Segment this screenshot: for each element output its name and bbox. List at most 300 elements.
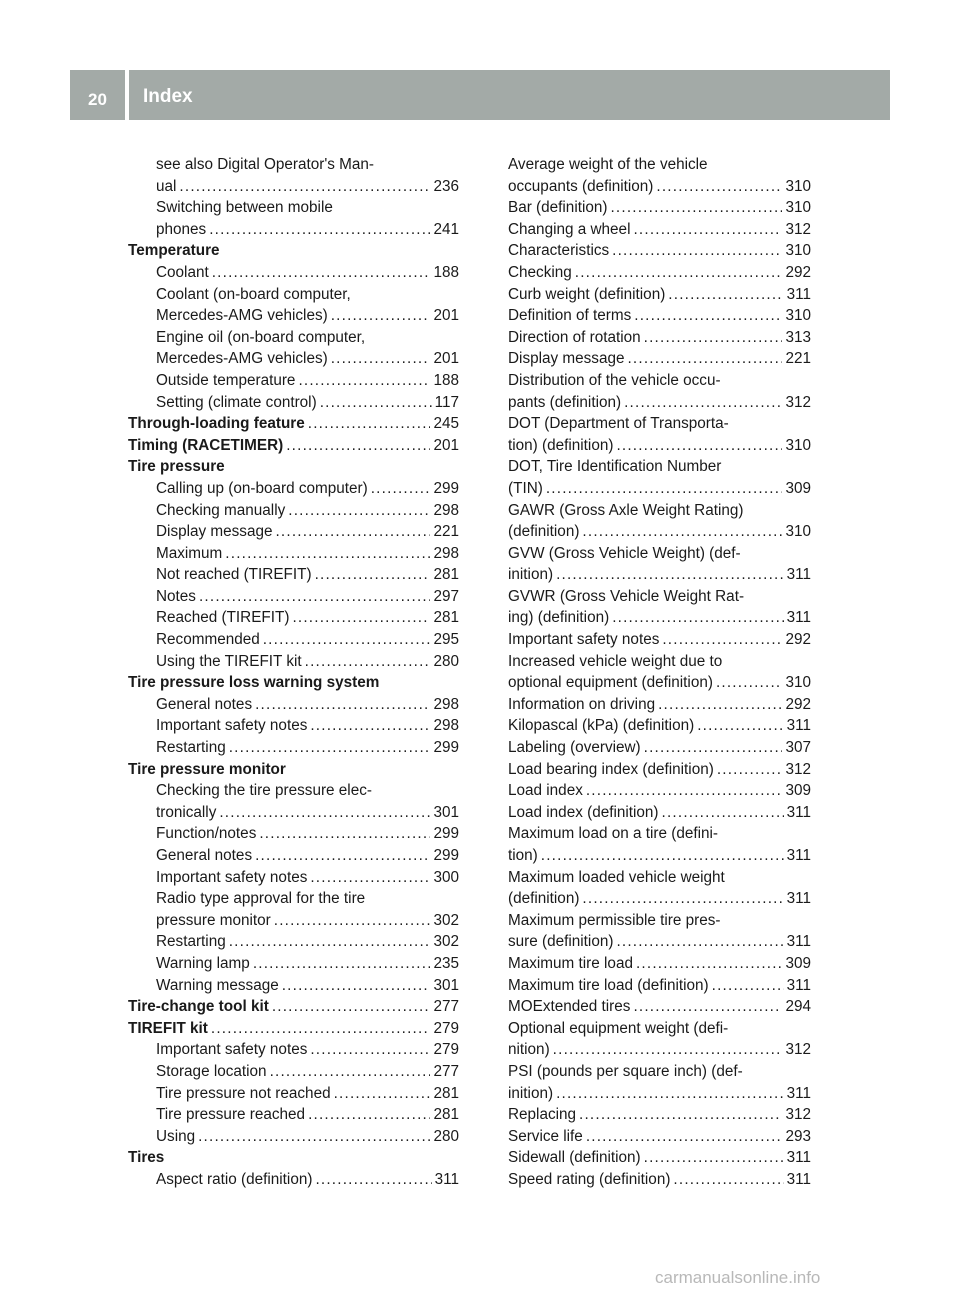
index-entry-page: 292 (785, 631, 811, 649)
index-entry-text: Checking (508, 263, 572, 281)
index-entry-text: tion) (definition) (508, 436, 614, 454)
dot-leader (212, 262, 431, 284)
dot-leader (644, 1147, 784, 1169)
dot-leader (656, 176, 782, 198)
index-entry-text: Labeling (overview) (508, 739, 641, 757)
index-entry-page: 311 (786, 803, 811, 821)
index-entry-text: Service life (508, 1127, 583, 1145)
index-entry (128, 305, 459, 327)
dot-leader (310, 1039, 430, 1061)
index-entry (508, 327, 811, 349)
index-entry (128, 1126, 459, 1148)
index-entry-text: Warning lamp (156, 954, 250, 972)
index-entry-text: inition) (508, 566, 554, 584)
index-entry-page: 280 (433, 652, 459, 670)
index-entry-page: 293 (785, 1127, 811, 1145)
index-entry-page: 310 (785, 242, 811, 260)
index-entry-page: 309 (785, 479, 811, 497)
index-entry (128, 435, 459, 457)
dot-leader (253, 953, 431, 975)
index-entry-text: General notes (156, 847, 253, 864)
index-entry (128, 910, 459, 932)
index-entry-text: Tire pressure monitor (128, 760, 286, 778)
index-entry (128, 240, 459, 262)
dot-leader (582, 521, 782, 543)
dot-leader (282, 975, 431, 997)
index-entry-page: 117 (434, 393, 459, 411)
dot-leader (275, 521, 430, 543)
dot-leader (633, 996, 782, 1018)
dot-leader (662, 629, 782, 651)
dot-leader (331, 348, 431, 370)
index-entry-text: Reached (TIREFIT) (156, 609, 290, 627)
index-entry (508, 802, 811, 824)
index-entry (508, 1083, 811, 1105)
index-entry-page: 299 (433, 825, 459, 843)
dot-leader (320, 392, 432, 414)
index-entry (128, 953, 459, 975)
index-entry (508, 629, 811, 651)
index-entry-page: 201 (433, 350, 459, 368)
dot-leader (315, 1169, 431, 1191)
index-entry-text: Changing a wheel (508, 220, 631, 238)
dot-leader (668, 284, 783, 306)
dot-leader (308, 413, 431, 435)
dot-leader (199, 586, 431, 608)
dot-leader (612, 607, 783, 629)
page-number: 20 (88, 90, 107, 109)
index-entry (508, 219, 811, 241)
index-entry (128, 586, 459, 608)
dot-leader (556, 1083, 784, 1105)
index-entry-page: 300 (433, 868, 459, 886)
index-entry-text: pressure monitor (156, 911, 271, 929)
dot-leader (644, 737, 783, 759)
dot-leader (219, 802, 430, 824)
dot-leader (624, 392, 782, 414)
index-entry (508, 284, 811, 306)
dot-leader (586, 780, 783, 802)
header-divider (125, 70, 129, 120)
dot-leader (553, 1039, 783, 1061)
index-entry-text: Distribution of the vehicle occu- (508, 371, 721, 389)
index-entry-page: 294 (785, 998, 811, 1016)
dot-leader (673, 1169, 783, 1191)
dot-leader (697, 715, 783, 737)
index-entry (508, 737, 811, 759)
index-entry (128, 392, 459, 414)
index-entry-text: Calling up (on-board computer) (156, 479, 368, 497)
index-entry (128, 262, 459, 284)
index-entry-text: (definition) (508, 890, 580, 908)
index-entry-text: Information on driving (508, 695, 656, 713)
index-entry (508, 435, 811, 457)
index-entry-page: 299 (433, 479, 459, 497)
index-entry-text: Restarting (156, 933, 226, 951)
index-entry-text: Important safety notes (156, 868, 308, 886)
index-entry (128, 1061, 459, 1083)
index-entry (508, 240, 811, 262)
dot-leader (586, 1126, 783, 1148)
index-entry (508, 780, 811, 802)
index-entry-page: 295 (433, 631, 459, 649)
index-entry (128, 219, 459, 241)
dot-leader (209, 219, 430, 241)
index-entry (128, 931, 459, 953)
index-entry-page: 236 (433, 177, 459, 195)
index-entry (508, 953, 811, 975)
index-entry (128, 327, 459, 349)
dot-leader (255, 694, 430, 716)
dot-leader (371, 478, 431, 500)
index-entry (508, 694, 811, 716)
index-entry-page: 311 (786, 285, 811, 303)
index-entry-page: 201 (433, 436, 459, 454)
index-entry-page: 299 (433, 739, 459, 757)
index-entry-text: pants (definition) (508, 393, 622, 411)
index-entry-page: 277 (433, 1062, 459, 1080)
index-entry (128, 478, 459, 500)
index-entry-text: tronically (156, 803, 217, 821)
dot-leader (575, 262, 783, 284)
index-entry-page: 310 (785, 199, 811, 217)
index-entry-page: 311 (786, 566, 811, 584)
dot-leader (308, 1104, 430, 1126)
index-entry-page: 310 (785, 307, 811, 325)
index-entry-text: Maximum tire load (508, 954, 633, 972)
index-entry (508, 500, 811, 522)
index-entry (508, 413, 811, 435)
index-entry-page: 279 (433, 1019, 459, 1037)
dot-leader (334, 1083, 431, 1105)
index-entry-text: Setting (climate control) (156, 393, 317, 411)
index-entry-text: Important safety notes (156, 1041, 308, 1059)
index-entry-page: 311 (786, 1084, 811, 1102)
index-entry (128, 370, 459, 392)
index-entry (128, 823, 459, 845)
index-entry (508, 154, 811, 176)
index-entry-page: 292 (785, 695, 811, 713)
index-entry (128, 996, 459, 1018)
index-entry (508, 910, 811, 932)
index-entry-text: Checking the tire pressure elec- (156, 782, 372, 800)
index-entry-text: ual (156, 177, 177, 195)
index-entry (508, 1169, 811, 1191)
index-entry (128, 867, 459, 889)
index-entry (128, 1104, 459, 1126)
dot-leader (315, 564, 431, 586)
index-entry-text: Bar (definition) (508, 199, 608, 217)
index-entry (508, 197, 811, 219)
index-entry-text: Tire pressure (128, 458, 225, 476)
index-entry (128, 672, 459, 694)
index-entry-page: 312 (785, 393, 811, 411)
dot-leader (270, 1061, 431, 1083)
index-entry-text: Storage location (156, 1062, 267, 1080)
index-entry-page: 235 (433, 954, 459, 972)
index-entry-page: 221 (785, 350, 811, 368)
index-entry (128, 1039, 459, 1061)
index-entry (508, 715, 811, 737)
dot-leader (636, 953, 783, 975)
dot-leader (229, 931, 431, 953)
dot-leader (717, 759, 783, 781)
dot-leader (288, 500, 430, 522)
index-entry-text: Definition of terms (508, 307, 632, 325)
dot-leader (582, 888, 783, 910)
index-entry-text: GVW (Gross Vehicle Weight) (def- (508, 544, 741, 562)
index-entry-text: Notes (156, 587, 196, 605)
index-entry-page: 313 (785, 328, 811, 346)
index-entry (128, 1083, 459, 1105)
index-entry (508, 478, 811, 500)
index-entry (128, 607, 459, 629)
index-entry-page: 310 (785, 674, 811, 692)
index-entry (508, 586, 811, 608)
index-entry-text: Direction of rotation (508, 328, 641, 346)
dot-leader (612, 240, 782, 262)
page-title: Index (143, 86, 193, 107)
dot-leader (211, 1018, 431, 1040)
index-entry-page: 312 (785, 1106, 811, 1124)
index-entry-page: 280 (433, 1127, 459, 1145)
index-entry-page: 281 (433, 609, 459, 627)
dot-leader (274, 910, 431, 932)
dot-leader (310, 867, 430, 889)
index-entry-text: Tire pressure reached (156, 1106, 306, 1124)
index-entry-page: 292 (785, 263, 811, 281)
index-entry-page: 311 (434, 1170, 459, 1188)
dot-leader (198, 1126, 430, 1148)
index-entry-text: DOT, Tire Identification Number (508, 458, 722, 476)
index-entry-page: 281 (433, 566, 459, 584)
index-entry (508, 1104, 811, 1126)
index-entry (128, 780, 459, 802)
index-entry-text: Restarting (156, 739, 226, 757)
dot-leader (310, 715, 430, 737)
index-entry (128, 176, 459, 198)
index-entry-page: 298 (433, 544, 459, 562)
index-entry-text: DOT (Department of Transporta- (508, 415, 729, 433)
index-column-left (128, 154, 459, 1191)
index-entry-text: (TIN) (508, 479, 543, 497)
index-entry-page: 309 (785, 782, 811, 800)
index-entry-page: 312 (785, 1041, 811, 1059)
index-entry-text: Warning message (156, 976, 279, 994)
dot-leader (541, 845, 784, 867)
index-entry-text: General notes (156, 695, 253, 713)
index-entry-page: 301 (433, 803, 459, 821)
index-entry-text: inition) (508, 1084, 554, 1102)
index-entry (508, 370, 811, 392)
index-entry (128, 694, 459, 716)
index-entry-page: 311 (786, 1170, 811, 1188)
index-entry-page: 307 (785, 739, 811, 757)
index-entry (508, 176, 811, 198)
index-entry (128, 1169, 459, 1191)
index-entry (128, 759, 459, 781)
index-entry (128, 197, 459, 219)
index-entry-text: Not reached (TIREFIT) (156, 566, 312, 584)
index-entry-text: Replacing (508, 1106, 577, 1124)
index-entry (508, 348, 811, 370)
index-entry-text: Curb weight (definition) (508, 285, 666, 303)
dot-leader (556, 564, 784, 586)
dot-leader (579, 1104, 782, 1126)
index-entry-text: Increased vehicle weight due to (508, 652, 723, 670)
index-entry-page: 277 (433, 998, 459, 1016)
index-entry-text: Recommended (156, 631, 260, 649)
index-entry-page: 281 (433, 1084, 459, 1102)
index-entry (128, 521, 459, 543)
index-entry (508, 1018, 811, 1040)
index-entry (508, 651, 811, 673)
index-entry (508, 456, 811, 478)
dot-leader (658, 694, 782, 716)
index-entry-text: occupants (definition) (508, 177, 654, 195)
index-entry-page: 302 (433, 911, 459, 929)
index-entry-text: PSI (pounds per square inch) (def- (508, 1062, 743, 1080)
index-entry-page: 312 (785, 760, 811, 778)
dot-leader (298, 370, 430, 392)
index-entry-page: 309 (785, 954, 811, 972)
index-entry-page: 311 (786, 933, 811, 951)
index-entry-text: Load index (508, 782, 583, 800)
index-entry-page: 279 (433, 1041, 459, 1059)
index-entry-page: 310 (785, 523, 811, 541)
index-entry-page: 188 (433, 371, 459, 389)
index-entry-text: Coolant (on-board computer, (156, 285, 351, 303)
index-entry (508, 1147, 811, 1169)
index-entry (508, 1039, 811, 1061)
dot-leader (627, 348, 782, 370)
index-entry-text: Through-loading feature (128, 415, 305, 433)
index-entry-text: Using (156, 1127, 196, 1145)
index-entry-text: Engine oil (on-board computer, (156, 328, 366, 346)
index-entry-page: 245 (433, 415, 459, 433)
index-entry (508, 1126, 811, 1148)
index-entry-page: 301 (433, 976, 459, 994)
index-entry (128, 975, 459, 997)
index-entry (508, 1061, 811, 1083)
index-entry-text: phones (156, 220, 207, 238)
index-entry-text: optional equipment (definition) (508, 674, 713, 692)
page-header (70, 70, 890, 120)
index-entry-page: 188 (433, 263, 459, 281)
dot-leader (610, 197, 782, 219)
index-entry (128, 802, 459, 824)
dot-leader (616, 931, 783, 953)
index-entry-text: Load index (definition) (508, 803, 659, 821)
index-entry (128, 456, 459, 478)
index-entry (128, 500, 459, 522)
index-entry-text: tion) (508, 847, 538, 864)
index-entry-text: Mercedes-AMG vehicles) (156, 307, 328, 325)
dot-leader (292, 607, 430, 629)
index-column-right (508, 154, 811, 1191)
index-entry-page: 311 (786, 847, 811, 864)
index-entry-text: Coolant (156, 263, 209, 281)
index-entry-text: Maximum permissible tire pres- (508, 911, 721, 929)
dot-leader (644, 327, 783, 349)
index-entry (508, 845, 811, 867)
index-entry (508, 543, 811, 565)
index-entry-page: 298 (433, 501, 459, 519)
index-entry-page: 311 (786, 976, 811, 994)
index-entry (508, 305, 811, 327)
dot-leader (662, 802, 784, 824)
watermark: carmanualsonline.info (655, 1268, 821, 1287)
index-entry-text: Switching between mobile (156, 199, 333, 217)
index-entry-page: 221 (433, 523, 459, 541)
index-entry-text: Maximum load on a tire (defini- (508, 825, 718, 843)
dot-leader (633, 219, 782, 241)
index-entry-text: Maximum tire load (definition) (508, 976, 709, 994)
index-entry-text: Maximum (156, 544, 223, 562)
index-entry-text: Temperature (128, 242, 220, 260)
index-entry-text: Tire pressure loss warning system (128, 674, 380, 692)
dot-leader (225, 543, 430, 565)
index-entry-text: Load bearing index (definition) (508, 760, 714, 778)
index-entry (128, 737, 459, 759)
index-entry (508, 521, 811, 543)
index-entry-text: see also Digital Operator's Man- (156, 156, 375, 173)
index-entry (508, 759, 811, 781)
dot-leader (259, 823, 430, 845)
dot-leader (716, 672, 783, 694)
index-entry-text: GVWR (Gross Vehicle Weight Rat- (508, 587, 745, 605)
dot-leader (634, 305, 782, 327)
index-entry-text: Optional equipment weight (defi- (508, 1019, 729, 1037)
index-entry-text: Important safety notes (508, 631, 660, 649)
index-entry-text: (definition) (508, 523, 580, 541)
index-entry-page: 201 (433, 307, 459, 325)
index-entry-text: Maximum loaded vehicle weight (508, 868, 725, 886)
index-entry-text: Checking manually (156, 501, 286, 519)
index-entry-text: nition) (508, 1041, 550, 1059)
index-entry (128, 413, 459, 435)
index-entry-page: 311 (786, 1149, 811, 1167)
index-entry-text: Function/notes (156, 825, 257, 843)
dot-leader (286, 435, 430, 457)
dot-leader (546, 478, 783, 500)
index-entry-page: 311 (786, 717, 811, 735)
index-entry-page: 299 (433, 847, 459, 864)
index-entry-text: Sidewall (definition) (508, 1149, 641, 1167)
dot-leader (272, 996, 431, 1018)
index-entry (508, 392, 811, 414)
index-entry (508, 672, 811, 694)
index-entry (128, 651, 459, 673)
index-entry-page: 297 (433, 587, 459, 605)
index-entry-text: GAWR (Gross Axle Weight Rating) (508, 501, 744, 519)
index-entry-text: Characteristics (508, 242, 610, 260)
dot-leader (255, 845, 430, 867)
index-entry (128, 715, 459, 737)
index-entry-text: ing) (definition) (508, 609, 610, 627)
index-entry (128, 1147, 459, 1169)
dot-leader (616, 435, 782, 457)
index-entry (128, 543, 459, 565)
dot-leader (229, 737, 431, 759)
index-entry-page: 312 (785, 220, 811, 238)
index-entry (128, 629, 459, 651)
dot-leader (331, 305, 431, 327)
index-entry-page: 310 (785, 177, 811, 195)
index-entry-page: 281 (433, 1106, 459, 1124)
index-entry (128, 845, 459, 867)
index-entry (128, 564, 459, 586)
